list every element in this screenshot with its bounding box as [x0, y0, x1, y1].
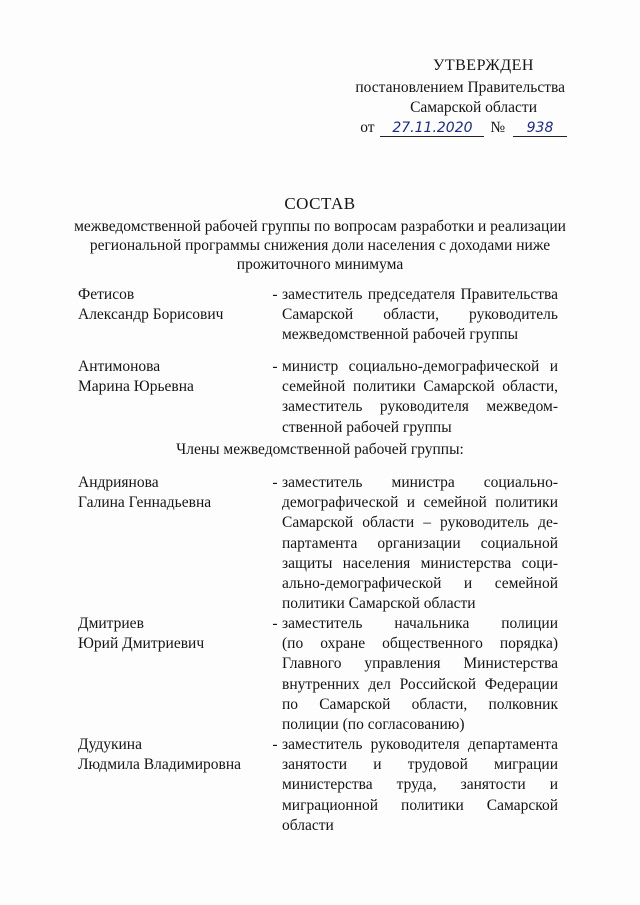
person-name: [78, 735, 268, 775]
person-surname: Антимонова: [78, 358, 161, 375]
person-role: [282, 473, 558, 614]
role-line: заместитель министра социально-: [282, 474, 558, 491]
role-line: внутренних дел Российской Федерации: [282, 675, 558, 693]
person-surname: Дудукина: [78, 736, 142, 753]
role-line: межведомственной рабочей группы: [282, 326, 519, 344]
person-name: [78, 285, 268, 325]
role-line: политики Самарской области: [282, 595, 476, 613]
role-line: заместитель руководителя межведом-: [282, 398, 558, 416]
role-line: Самарской области – руководитель де-: [282, 514, 558, 532]
dash-separator: -: [272, 615, 278, 632]
members-heading: Члены межведомственной рабочей группы:: [176, 441, 464, 458]
approval-title: УТВЕРЖДЕН: [433, 57, 534, 74]
person-name: [78, 357, 268, 397]
person-given-name: Галина Геннадьевна: [78, 494, 212, 512]
role-line: защиты населения министерства соци-: [282, 554, 558, 572]
role-line: семейной политики Самарской области,: [282, 378, 558, 396]
role-line: демографической и семейной политики: [282, 494, 558, 512]
document-title: [60, 194, 580, 274]
dash-separator: -: [272, 736, 278, 753]
role-line: заместитель начальника полиции: [282, 615, 558, 632]
approval-line-2: Самарской области: [410, 99, 537, 116]
role-line: полиции (по согласованию): [282, 716, 465, 734]
person-role: [282, 357, 558, 438]
person-name: [78, 614, 268, 654]
person-surname: Андриянова: [78, 474, 159, 491]
date-prefix: от: [360, 119, 375, 136]
role-line: Главного управления Министерства: [282, 655, 558, 673]
person-given-name: Юрий Дмитриевич: [78, 635, 205, 653]
dash-separator: -: [272, 474, 278, 491]
role-line: занятости и трудовой миграции: [282, 756, 558, 774]
dash-separator: -: [272, 358, 278, 375]
role-line: области: [282, 816, 334, 834]
number-prefix: №: [490, 119, 506, 136]
document-heading: СОСТАВ: [284, 194, 356, 213]
role-line: ственной рабочей группы: [282, 418, 452, 436]
role-line: по Самарской области, полковник: [282, 695, 558, 713]
person-given-name: Александр Борисович: [78, 306, 224, 324]
handwritten-date: 27.11.2020: [380, 120, 484, 137]
document-subtitle-line: межведомственной рабочей группы по вопросам разработки и реализации: [74, 218, 566, 235]
document-subtitle-line: региональной программы снижения доли населения с доходами ниже: [89, 237, 551, 254]
role-line: Самарской области, руководитель: [282, 306, 558, 324]
person-role: [282, 285, 558, 346]
handwritten-number: 938: [513, 120, 567, 137]
person-surname: Фетисов: [78, 286, 135, 303]
role-line: министерства труда, занятости и: [282, 776, 558, 794]
person-name: [78, 473, 268, 513]
approval-block: [350, 56, 575, 138]
role-line: миграционной политики Самарской: [282, 796, 558, 814]
role-line: министр социально-демографической и: [282, 358, 558, 375]
person-surname: Дмитриев: [78, 615, 144, 632]
person-role: [282, 735, 558, 836]
role-line: (по охране общественного порядка): [282, 635, 558, 653]
role-line: заместитель руководителя департамента: [282, 736, 558, 753]
document-subtitle-line: прожиточного минимума: [236, 256, 404, 273]
role-line: ально-демографической и семейной: [282, 575, 558, 593]
person-given-name: Марина Юрьевна: [78, 378, 194, 396]
approval-date-line: [350, 118, 575, 138]
person-given-name: Людмила Владимировна: [78, 756, 242, 774]
dash-separator: -: [272, 286, 278, 303]
person-role: [282, 614, 558, 735]
role-line: партамента организации социальной: [282, 534, 558, 552]
approval-line-1: постановлением Правительства: [355, 79, 565, 96]
role-line: заместитель председателя Правительства: [282, 286, 558, 303]
